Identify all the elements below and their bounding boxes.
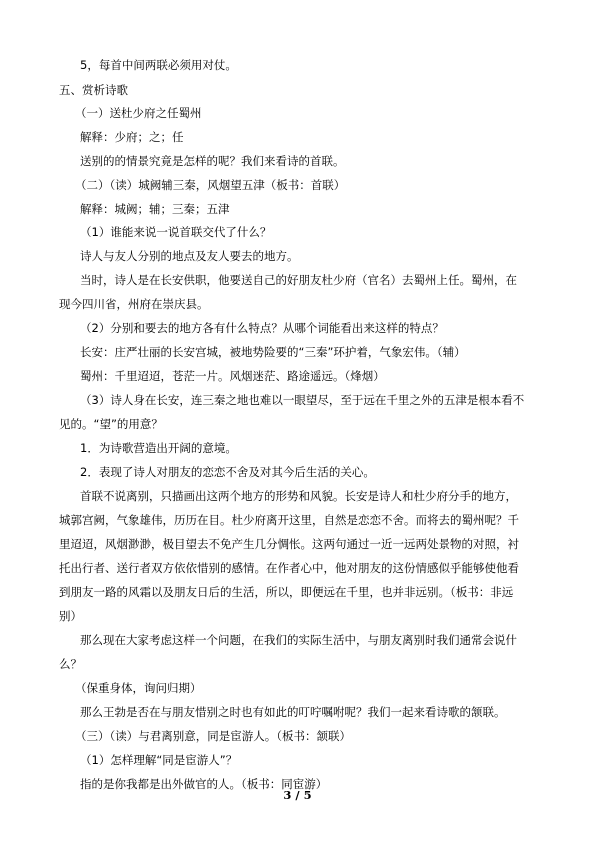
subsection-heading: （一）送杜少府之任蜀州 (75, 106, 202, 120)
text-line: 诗人与友人分别的地点及友人要去的地方。 (80, 249, 299, 263)
text-line: （保重身体，询问归期） (75, 681, 202, 695)
subsection-heading: （二）（读）城阙辅三秦，风烟望五津（板书：首联） (75, 178, 346, 192)
text-line: 那么王勃是否在与朋友惜别之时也有如此的叮咛嘱咐呢？我们一起来看诗歌的颔联。 (80, 705, 506, 719)
text-line: 现今四川省，州府在崇庆县。 (59, 297, 209, 311)
text-line: 么？ (59, 657, 82, 671)
text-line: 指的是你我都是出外做官的人。（板书：同宦游） (80, 777, 328, 791)
text-line: 解释：少府；之；任 (80, 130, 184, 144)
section-heading: 五、赏析诗歌 (59, 83, 128, 97)
text-line: 送别的的情景究竟是怎样的呢？我们来看诗的首联。 (80, 154, 345, 168)
text-line: 那么现在大家考虑这样一个问题，在我们的实际生活中，与朋友离别时我们通常会说什 (80, 633, 517, 647)
text-line: 到朋友一路的风霜以及朋友日后的生活，所以，即便远在千里，也并非远别。（板书：非远 (59, 585, 514, 599)
text-line: 见的。“望”的用意？ (59, 417, 163, 431)
text-line: 解释：城阙；辅；三秦；五津 (80, 202, 230, 216)
text-line: 托出行者、送行者双方依依惜别的感情。在作者心中，他对朋友的这份情感似乎能够使他看 (59, 561, 519, 575)
question-line: （3）诗人身在长安，连三秦之地也难以一眼望尽，至于远在千里之外的五津是根本看不 (80, 393, 525, 407)
list-item: 2．表现了诗人对朋友的恋恋不舍及对其今后生活的关心。 (80, 465, 375, 479)
question-line: （1）怎样理解“同是宦游人”？ (80, 753, 238, 767)
question-line: （1）谁能来说一说首联交代了什么？ (80, 225, 272, 239)
list-item: 1．为诗歌营造出开阔的意境。 (80, 441, 237, 455)
page-number: 3 / 5 (283, 788, 312, 802)
text-line: 里迢迢，风烟渺渺，极目望去不免产生几分惆怅。这两句通过一近一远两处景物的对照，衬 (59, 537, 519, 551)
text-line: 城郭宫阙，气象雄伟，历历在目。杜少府离开这里，自然是恋恋不舍。而将去的蜀州呢？千 (59, 513, 519, 527)
text-line: 首联不说离别，只描画出这两个地方的形势和风貌。长安是诗人和杜少府分手的地方， (80, 489, 517, 503)
question-line: （2）分别和要去的地方各有什么特点？从哪个词能看出来这样的特点？ (80, 321, 444, 335)
subsection-heading: （三）（读）与君离别意，同是宦游人。（板书：颔联） (75, 729, 351, 743)
text-line: 别） (59, 609, 82, 623)
text-line: 蜀州：千里迢迢，苍茫一片。风烟迷茫、路途遥远。（烽烟） (80, 369, 385, 383)
text-line: 长安：庄严壮丽的长安宫城，被地势险要的“三秦”环护着，气象宏伟。（辅） (80, 345, 466, 359)
text-line: 5，每首中间两联必须用对仗。 (80, 58, 237, 72)
text-line: 当时，诗人是在长安供职，他要送自己的好朋友杜少府（官名）去蜀州上任。蜀州，在 (80, 273, 517, 287)
